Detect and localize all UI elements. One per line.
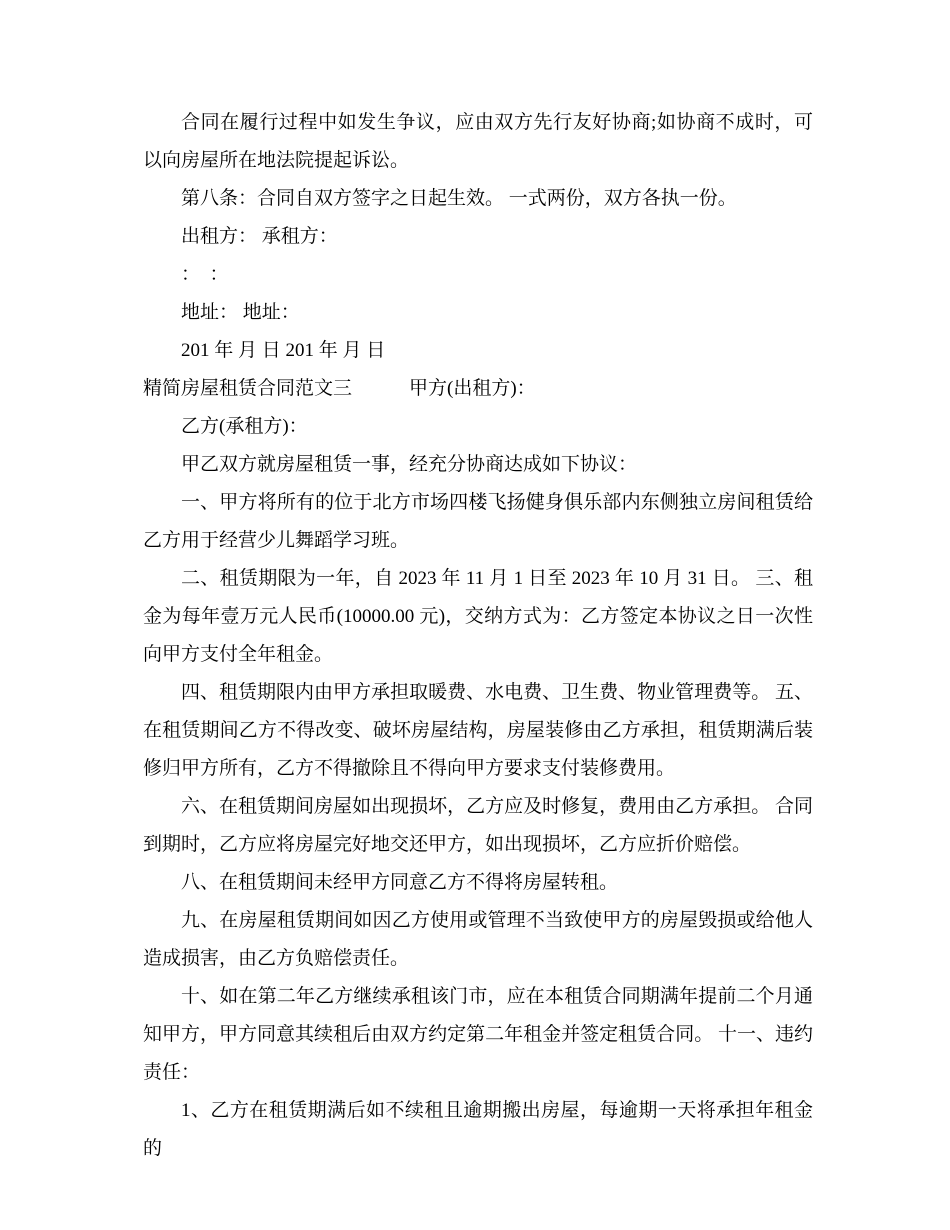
paragraph: 出租方： 承租方：	[181, 226, 338, 247]
paragraph: 合同在履行过程中如发生争议，应由双方先行友好协商;如协商不成时，可以向房屋所在地法院提起诉讼。	[143, 112, 813, 171]
paragraph: 六、在租赁期间房屋如出现损坏，乙方应及时修复，费用由乙方承担。 合同到期时，乙方应将房屋完好地交还甲方，如出现损坏，乙方应折价赔偿。	[143, 796, 813, 855]
paragraph: 乙方(承租方)：	[181, 416, 308, 437]
paragraph: 八、在租赁期间未经甲方同意乙方不得将房屋转租。	[181, 872, 619, 893]
paragraph: 精简房屋租赁合同范文三 甲方(出租方)：	[143, 378, 536, 399]
paragraph: 1、乙方在租赁期满后如不续租且逾期搬出房屋，每逾期一天将承担年租金的	[143, 1100, 813, 1159]
paragraph: 第八条：合同自双方签字之日起生效。 一式两份，双方各执一份。	[181, 188, 737, 209]
paragraph: 一、甲方将所有的位于北方市场四楼飞扬健身俱乐部内东侧独立房间租赁给乙方用于经营少儿舞蹈学习班。	[143, 492, 813, 551]
paragraph: 地址： 地址：	[181, 302, 300, 323]
paragraph: 九、在房屋租赁期间如因乙方使用或管理不当致使甲方的房屋毁损或给他人造成损害，由乙方负赔偿责任。	[143, 910, 813, 969]
paragraph: 十、如在第二年乙方继续承租该门市，应在本租赁合同期满年提前二个月通知甲方，甲方同意其续租后由双方约定第二年租金并签定租赁合同。 十一、违约责任：	[143, 986, 813, 1083]
paragraph: 201 年 月 日 201 年 月 日	[181, 340, 386, 361]
paragraph: 二、租赁期限为一年，自 2023 年 11 月 1 日至 2023 年 10 月 31 日。 三、租金为每年壹万元人民币(10000.00 元)，交纳方式为：乙方签定本协议之日一次性向甲方支付全年租金。	[143, 568, 813, 665]
paragraph: 四、租赁期限内由甲方承担取暖费、水电费、卫生费、物业管理费等。 五、在租赁期间乙方不得改变、破坏房屋结构，房屋装修由乙方承担，租赁期满后装修归甲方所有，乙方不得撤除且不得向甲方要求支付装修费用。	[143, 682, 813, 779]
paragraph: ： ：	[181, 264, 229, 285]
paragraph: 甲乙双方就房屋租赁一事，经充分协商达成如下协议：	[181, 454, 638, 475]
